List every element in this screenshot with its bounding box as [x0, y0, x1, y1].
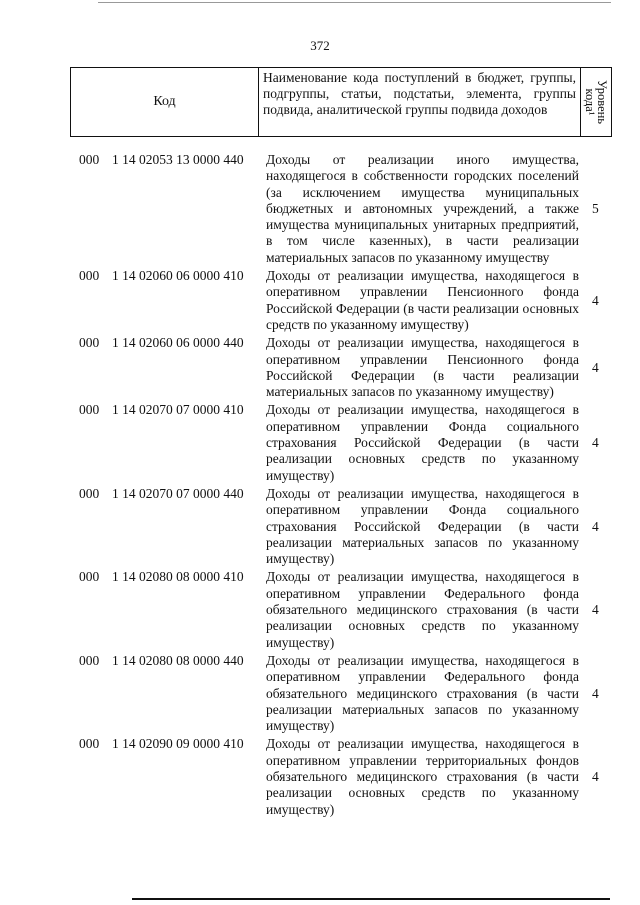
table-row: [0, 402, 640, 483]
row-prefix: 000: [79, 652, 100, 668]
row-code: 1 14 02060 06 0000 410: [112, 268, 244, 284]
table-row: [0, 653, 640, 734]
row-prefix: 000: [79, 152, 100, 167]
row-description: Доходы от реализации имущества, находящегося в оперативном управлении Федерального фонда обязательного медицинского страхования (в части реализации материальных запасов по указанному имуществу): [266, 652, 579, 734]
table-row: [0, 268, 640, 333]
table-header: [70, 67, 612, 137]
row-prefix: 000: [79, 569, 100, 585]
page-number: 372: [310, 38, 330, 53]
row-description: Доходы от реализации имущества, находящегося в оперативном управлении Фонда социального страхования Российской Федерации (в части реализации основных средств по указанному имуществу): [266, 402, 579, 483]
row-code: 1 14 02070 07 0000 440: [112, 485, 244, 501]
row-code: 1 14 02080 08 0000 440: [112, 652, 244, 668]
scan-bottom-line: [132, 898, 610, 900]
row-level: 4: [592, 685, 599, 701]
row-description: Доходы от реализации иного имущества, находящегося в собственности городских поселений (за исключением имущества муниципальных бюджетных и автономных учреждений, а также имущества муниципальных унитарных предприятий, в том числе казенных), в части реализации материальных запасов по указанному имуществу: [266, 152, 579, 265]
table-row: [0, 335, 640, 400]
row-description: Доходы от реализации имущества, находящегося в оперативном управлении Пенсионного фонда Российской Федерации (в части реализации основных средств по указанному имуществу): [266, 268, 579, 332]
row-description: Доходы от реализации имущества, находящегося в оперативном управлении территориальных фондов обязательного медицинского страхования (в части реализации основных средств по указанному имуществу): [266, 736, 579, 817]
row-prefix: 000: [79, 485, 100, 501]
row-code: 1 14 02060 06 0000 440: [112, 335, 244, 351]
row-prefix: 000: [79, 335, 100, 351]
row-level: 5: [592, 200, 599, 216]
table-row: [0, 569, 640, 650]
row-code: 1 14 02080 08 0000 410: [112, 569, 244, 585]
row-prefix: 000: [79, 736, 100, 752]
table-row: [0, 486, 640, 567]
row-level: 4: [592, 602, 599, 618]
row-level: 4: [592, 768, 599, 784]
row-level: 4: [592, 435, 599, 451]
header-level-cell: [581, 68, 611, 136]
row-code: 1 14 02070 07 0000 410: [112, 402, 244, 418]
row-description: Доходы от реализации имущества, находящегося в оперативном управлении Пенсионного фонда Российской Федерации (в части реализации материальных запасов по указанному имуществу): [266, 335, 579, 400]
table-row: [0, 736, 640, 817]
header-name-cell: Наименование кода поступлений в бюджет, группы, подгруппы, статьи, подстатьи, элемента, группы подвида, аналитической группы подвида доходов: [259, 68, 581, 136]
row-description: Доходы от реализации имущества, находящегося в оперативном управлении Фонда социального страхования Российской Федерации (в части реализации материальных запасов по указанному имуществу): [266, 485, 579, 567]
row-level: 4: [592, 359, 599, 375]
row-prefix: 000: [79, 402, 100, 418]
row-code: 1 14 02090 09 0000 410: [112, 736, 244, 752]
row-level: 4: [592, 292, 599, 308]
row-level: 4: [592, 518, 599, 534]
table-row: [0, 152, 640, 266]
row-prefix: 000: [79, 268, 100, 284]
header-code-cell: Код: [71, 68, 259, 136]
scan-edge-line: [98, 2, 611, 3]
table-body: [0, 152, 640, 820]
row-code: 1 14 02053 13 0000 440: [112, 152, 244, 167]
header-level-label: Уровень кода¹: [583, 79, 609, 125]
row-description: Доходы от реализации имущества, находящегося в оперативном управлении Федерального фонда обязательного медицинского страхования (в части реализации основных средств по указанному имуществу): [266, 569, 579, 650]
